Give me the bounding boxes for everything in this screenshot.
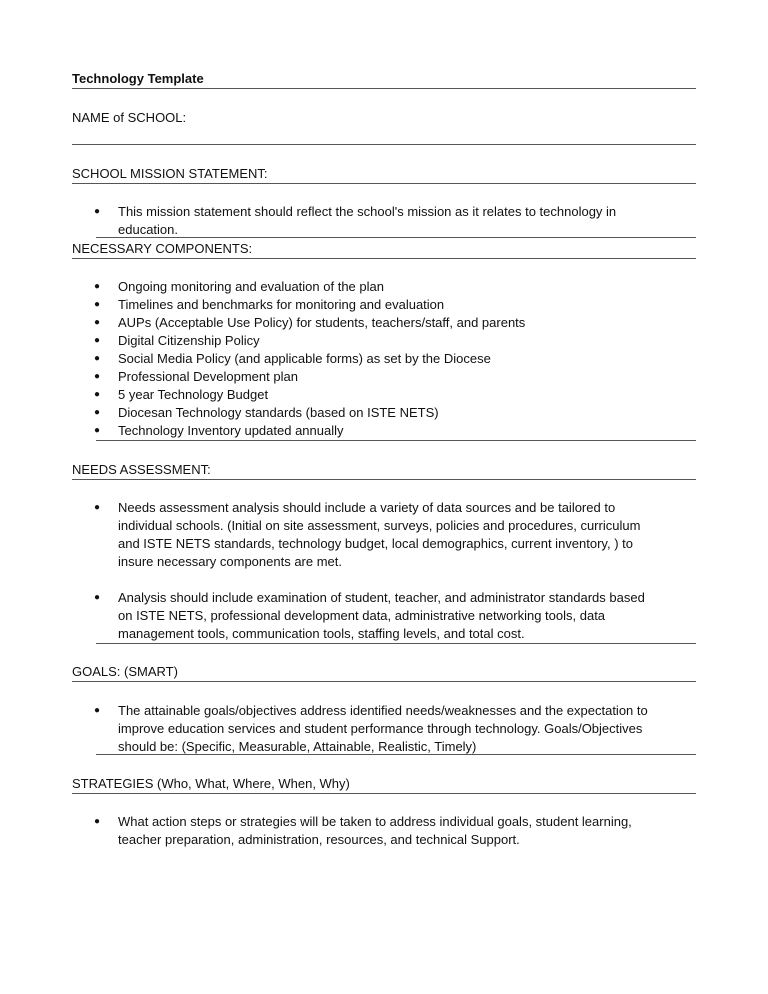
needs-underline <box>96 643 696 644</box>
list-item: ● Diocesan Technology standards (based on ISTE NETS) <box>72 404 662 422</box>
strategies-list <box>72 813 662 849</box>
needs-list <box>72 499 662 643</box>
components-list <box>72 278 662 440</box>
goals-list <box>72 702 662 756</box>
list-item: ● Ongoing monitoring and evaluation of the plan <box>72 278 662 296</box>
list-item: ● Needs assessment analysis should include a variety of data sources and be tailored to individual schools. (Initial on site assessment, surveys, policies and procedures, curriculum and ISTE NETS standards, technology budget, local demographics, current inventory, ) to insure necessary components are met. <box>72 499 662 571</box>
list-item: ● Analysis should include examination of student, teacher, and administrator standards based on ISTE NETS, professional development data, administrative networking tools, data management tools, communication tools, staffing levels, and total cost. <box>72 589 662 643</box>
list-item: ● Timelines and benchmarks for monitoring and evaluation <box>72 296 662 314</box>
name-of-school-line <box>72 144 696 145</box>
list-item: ● Technology Inventory updated annually <box>72 422 662 440</box>
mission-heading: SCHOOL MISSION STATEMENT: <box>72 166 696 184</box>
mission-list <box>72 203 662 239</box>
goals-heading: GOALS: (SMART) <box>72 664 696 682</box>
components-underline <box>96 440 696 441</box>
strategies-heading: STRATEGIES (Who, What, Where, When, Why) <box>72 776 696 794</box>
needs-heading: NEEDS ASSESSMENT: <box>72 462 696 480</box>
list-item: ● Social Media Policy (and applicable forms) as set by the Diocese <box>72 350 662 368</box>
list-item: ● The attainable goals/objectives address identified needs/weaknesses and the expectation to improve education services and student performance through technology. Goals/Objectives should be: (Specific, Measurable, Attainable, Realistic, Timely) <box>72 702 662 756</box>
list-item: ● AUPs (Acceptable Use Policy) for students, teachers/staff, and parents <box>72 314 662 332</box>
components-heading: NECESSARY COMPONENTS: <box>72 241 696 259</box>
goals-underline <box>96 754 696 755</box>
name-of-school-label: NAME of SCHOOL: <box>72 110 187 125</box>
list-item: ● What action steps or strategies will be taken to address individual goals, student learning, teacher preparation, administration, resources, and technical Support. <box>72 813 662 849</box>
list-item: ● Digital Citizenship Policy <box>72 332 662 350</box>
list-item: ● This mission statement should reflect the school's mission as it relates to technology in education. <box>72 203 662 239</box>
mission-underline <box>96 237 696 238</box>
document-title: Technology Template <box>72 71 696 89</box>
list-item: ● 5 year Technology Budget <box>72 386 662 404</box>
list-item: ● Professional Development plan <box>72 368 662 386</box>
